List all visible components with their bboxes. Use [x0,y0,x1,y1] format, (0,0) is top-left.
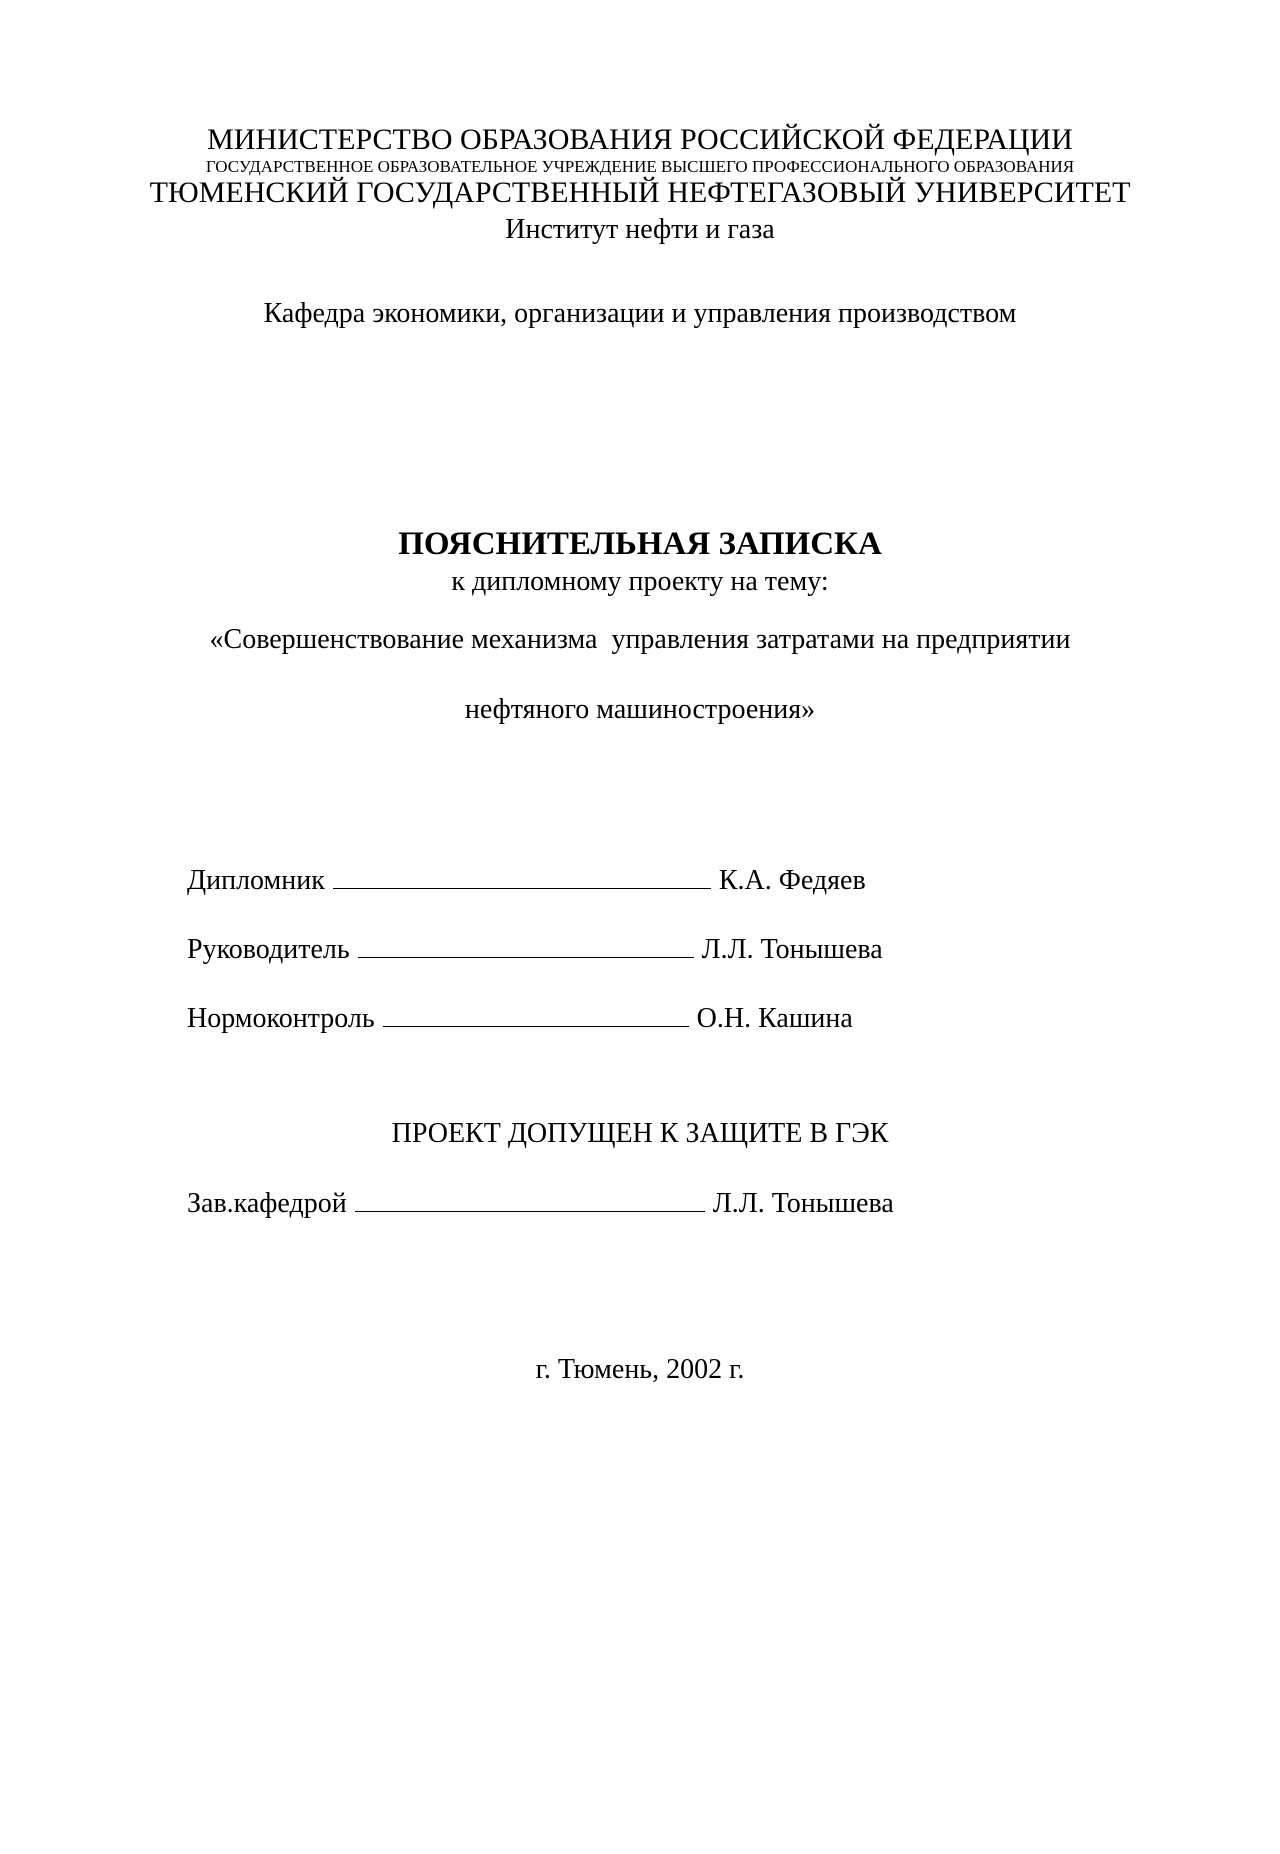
signature-row-diplomnik [187,866,866,895]
department-name: Кафедра экономики, организации и управления производством [263,298,1017,329]
city-year: г. Тюмень, 2002 г. [535,1354,745,1385]
signature-row-rukovoditel [187,935,883,964]
topic-line-2: нефтяного машиностроения» [464,694,816,725]
signature-row-normokontrol [187,1004,853,1033]
document-title: ПОЯСНИТЕЛЬНАЯ ЗАПИСКА [398,526,882,562]
signature-line [383,1004,689,1027]
signature-line [358,935,694,958]
institute-name: Институт нефти и газа [505,214,775,245]
signature-row-head-of-department [187,1189,894,1218]
university-name: ТЮМЕНСКИЙ ГОСУДАРСТВЕННЫЙ НЕФТЕГАЗОВЫЙ УНИВЕРСИТЕТ [149,176,1131,209]
signature-name: К.А. Федяев [718,865,866,896]
signature-name: Л.Л. Тонышева [712,1188,894,1219]
signature-role: Зав.кафедрой [187,1188,347,1219]
document-subtitle: к дипломному проекту на тему: [451,566,829,597]
admission-statement: ПРОЕКТ ДОПУЩЕН К ЗАЩИТЕ В ГЭК [391,1118,889,1149]
signature-line [355,1189,705,1212]
signature-name: Л.Л. Тонышева [701,934,883,965]
signature-role: Нормоконтроль [187,1003,375,1034]
signature-role: Руководитель [187,934,350,965]
signature-name: О.Н. Кашина [696,1003,853,1034]
topic-line-1: «Совершенствование механизма управления затратами на предприятии [209,624,1071,655]
signature-role: Дипломник [187,865,325,896]
ministry-name: МИНИСТЕРСТВО ОБРАЗОВАНИЯ РОССИЙСКОЙ ФЕДЕРАЦИИ [207,123,1073,156]
signature-line [333,866,711,889]
institution-type: ГОСУДАРСТВЕННОЕ ОБРАЗОВАТЕЛЬНОЕ УЧРЕЖДЕНИЕ ВЫСШЕГО ПРОФЕССИОНАЛЬНОГО ОБРАЗОВАНИЯ [205,157,1075,176]
